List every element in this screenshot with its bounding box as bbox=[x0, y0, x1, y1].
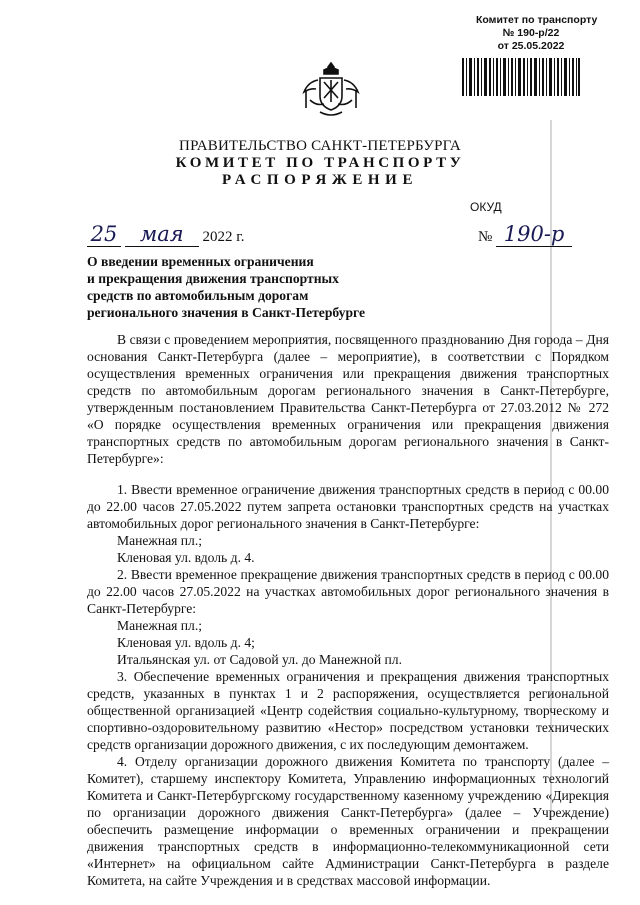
date-year: 2022 г. bbox=[202, 229, 245, 245]
paragraph-3: 3. Обеспечение временных ограничения и прекращения движения транспортных средств, указанных в пунктах 1 и 2 распоряжения, осуществляется региональной общественной организацией «Центр содействия социально-культурному, творческому и спортивно-оздоровительному развитию «Нестор» посредством установки технических средств организации дорожного движения, с их последующим демонтажем. bbox=[87, 669, 609, 752]
subject-line: средств по автомобильным дорогам bbox=[87, 288, 309, 303]
government-title: ПРАВИТЕЛЬСТВО САНКТ-ПЕТЕРБУРГА bbox=[179, 138, 461, 154]
stamp-committee: Комитет по транспорту bbox=[476, 14, 598, 26]
barcode bbox=[462, 58, 580, 96]
subject-line: О введении временных ограничения bbox=[87, 254, 314, 269]
document-date bbox=[87, 222, 244, 247]
preamble-paragraph: В связи с проведением мероприятия, посвященного празднованию Дня города – Дня основания Санкт-Петербурга (далее – мероприятие), в соответствии с Порядком осуществления временных ограничения или прекращения движения транспортных средств по автомобильным дорогам регионального значения в Санкт-Петербурге, утвержденным постановлением Правительства Санкт-Петербурга от 27.03.2012 № 272 «О порядке осуществления временных ограничения или прекращения движения транспортных средств по автомобильным дорогам регионального значения в Санкт-Петербурге»: bbox=[87, 332, 609, 466]
document-number bbox=[478, 222, 572, 247]
paragraph-1: 1. Ввести временное ограничение движения транспортных средств в период с 00.00 до 22.00 часов 27.05.2022 путем запрета остановки транспортных средств на участках автомобильных дорог регионального значения в Санкт-Петербурге: bbox=[87, 482, 609, 531]
committee-title: КОМИТЕТ ПО ТРАНСПОРТУ bbox=[175, 155, 465, 171]
subject-line: и прекращения движения транспортных bbox=[87, 271, 339, 286]
number-prefix: № bbox=[478, 229, 493, 245]
list-item: Манежная пл.; bbox=[117, 618, 203, 633]
document-body bbox=[87, 331, 609, 889]
date-month: мая bbox=[125, 222, 199, 247]
paragraph-4: 4. Отделу организации дорожного движения Комитета по транспорту (далее – Комитет), старшему инспектору Комитета, Управлению информационных технологий Комитета и Санкт-Петербургскому государственному казенному учреждению «Дирекция по организации дорожного движения Санкт-Петербурга» (далее – Учреждение) обеспечить размещение информации о временных ограничении и прекращении движения транспортных средств в информационно-телекоммуникационной сети «Интернет» на официальном сайте Администрации Санкт-Петербурга в разделе Комитета, на сайте Учреждения и в средствах массовой информации. bbox=[87, 754, 609, 888]
paragraph-2: 2. Ввести временное прекращение движения транспортных средств в период с 00.00 до 22.00 часов 27.05.2022 на участках автомобильных дорог регионального значения в Санкт-Петербурге: bbox=[87, 567, 609, 616]
list-item: Кленовая ул. вдоль д. 4; bbox=[117, 635, 255, 650]
okud-label: ОКУД bbox=[470, 200, 502, 214]
list-item: Итальянская ул. от Садовой ул. до Манежной пл. bbox=[117, 652, 402, 667]
stamp-date: от 25.05.2022 bbox=[497, 40, 565, 52]
subject-line: регионального значения в Санкт-Петербурге bbox=[87, 305, 366, 320]
list-item: Кленовая ул. вдоль д. 4. bbox=[117, 550, 255, 565]
list-item: Манежная пл.; bbox=[117, 533, 203, 548]
date-day: 25 bbox=[87, 222, 121, 247]
document-subject bbox=[87, 253, 365, 321]
coat-of-arms-emblem bbox=[298, 60, 364, 120]
registration-stamp bbox=[476, 14, 598, 53]
document-type: РАСПОРЯЖЕНИЕ bbox=[221, 172, 419, 188]
stamp-number: № 190-р/22 bbox=[502, 27, 560, 39]
number-value: 190-р bbox=[496, 222, 572, 247]
